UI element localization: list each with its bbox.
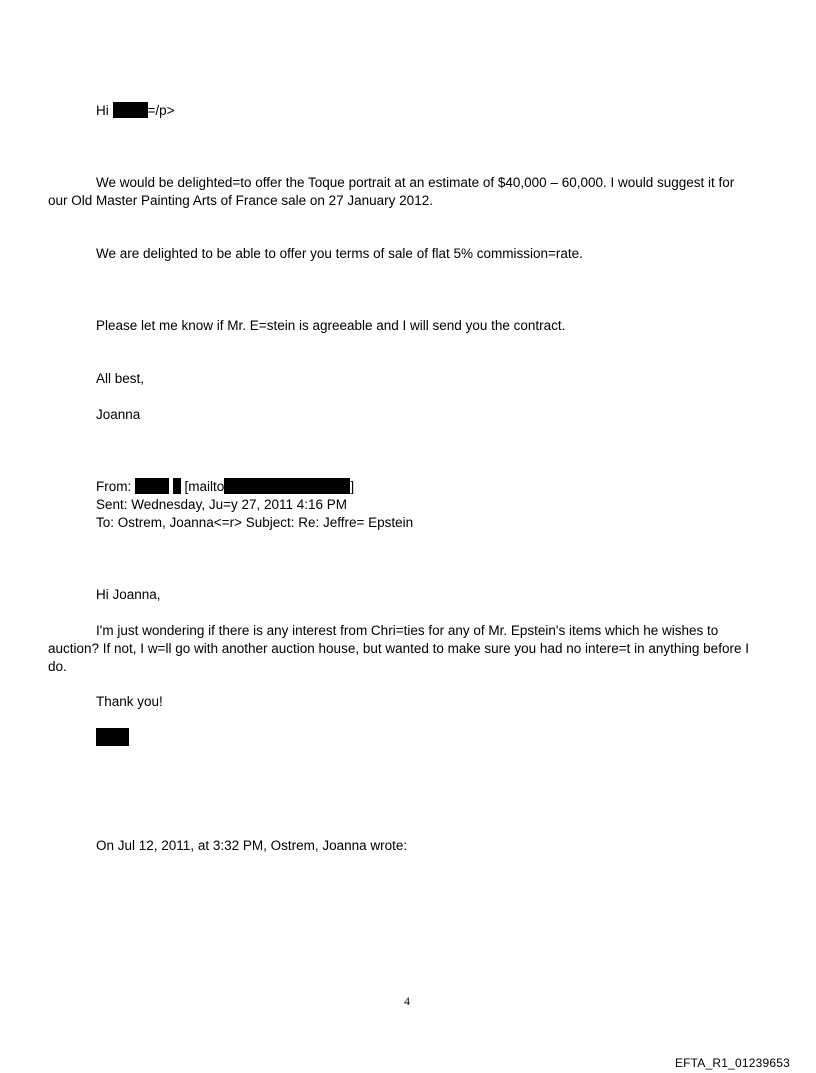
greeting-hi: Hi xyxy=(96,103,109,118)
redaction-box xyxy=(224,478,350,494)
quoted-header: On Jul 12, 2011, at 3:32 PM, Ostrem, Joanna wrote: xyxy=(96,838,408,853)
contract-line: Please let me know if Mr. E=stein is agreeable and I will send you the contract. xyxy=(96,318,566,333)
sent-line: Sent: Wednesday, Ju=y 27, 2011 4:16 PM xyxy=(96,497,348,512)
redaction-box xyxy=(135,478,169,494)
to-subject-line: To: Ostrem, Joanna<=r> Subject: Re: Jeffre= Epstein xyxy=(96,515,414,530)
greeting-tail: =/p> xyxy=(147,103,175,118)
from-line xyxy=(96,478,354,496)
offer-line-1: We would be delighted=to offer the Toque portrait at an estimate of $40,000 – 60,000. I would suggest it for xyxy=(96,175,735,190)
greeting-line xyxy=(96,102,175,120)
reply-body-line-2: auction? If not, I w=ll go with another auction house, but wanted to make sure you had no intere=t in anything before I xyxy=(48,641,749,656)
redacted-signature xyxy=(96,728,129,746)
reply-body-line-1: I'm just wondering if there is any interest from Chri=ties for any of Mr. Epstein's items which he wishes to xyxy=(96,623,719,638)
reply-thanks: Thank you! xyxy=(96,694,163,709)
document-id: EFTA_R1_01239653 xyxy=(674,1056,790,1070)
from-label: From: xyxy=(96,479,132,494)
signoff: All best, xyxy=(96,371,145,386)
offer-line-2: our Old Master Painting Arts of France sale on 27 January 2012. xyxy=(48,193,433,208)
redaction-box xyxy=(113,102,148,118)
page-number: 4 xyxy=(404,994,410,1008)
mailto-label: [mailto xyxy=(184,479,225,494)
signature: Joanna xyxy=(96,407,141,422)
reply-body-line-3: do. xyxy=(48,659,67,674)
reply-greeting: Hi Joanna, xyxy=(96,587,161,602)
mailto-close: ] xyxy=(350,479,355,494)
terms-line: We are delighted to be able to offer you terms of sale of flat 5% commission=rate. xyxy=(96,246,583,261)
redaction-box xyxy=(173,478,181,494)
